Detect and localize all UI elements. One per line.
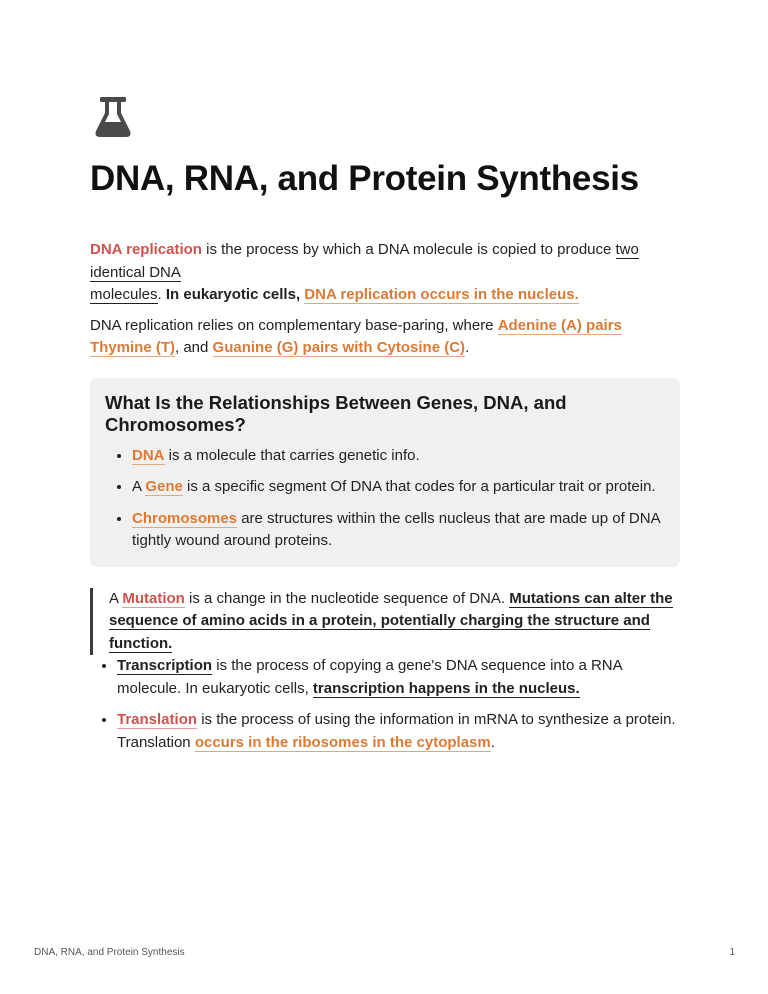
highlight-adenine: Adenine (A) pairs Thymine (T) xyxy=(90,316,622,356)
mutation-quote: A Mutation is a change in the nucleotide sequence of DNA. Mutations can alter the sequence of amino acids in a protein, potentially charging the structure and function. xyxy=(90,588,680,656)
term-mutation: Mutation xyxy=(122,589,185,607)
page-title: DNA, RNA, and Protein Synthesis xyxy=(90,159,639,198)
list-item: • Transcription is the process of copying a gene's DNA sequence into a RNA molecule. In eukaryotic cells, transcription happens in the nucleus. xyxy=(117,655,680,700)
callout-box xyxy=(90,378,680,567)
list-item: • Translation is the process of using the information in mRNA to synthesize a protein. Translation occurs in the ribosomes in the cytoplasm. xyxy=(117,709,680,754)
term-dna-replication: DNA replication xyxy=(90,241,202,258)
page-number: 1 xyxy=(729,947,735,958)
paragraph-base-pairing: DNA replication relies on complementary base-paring, where Adenine (A) pairs Thymine (T), and Guanine (G) pairs with Cytosine (C). xyxy=(90,316,622,356)
footer-title: DNA, RNA, and Protein Synthesis xyxy=(34,947,185,958)
list-item: • Chromosomes are structures within the cells nucleus that are made up of DNA tightly wound around proteins. xyxy=(132,508,664,553)
list-item: • A Gene is a specific segment Of DNA that codes for a particular trait or protein. xyxy=(132,476,664,499)
process-list xyxy=(90,655,680,754)
callout-list xyxy=(105,445,664,553)
paragraph-dna-replication: DNA replication is the process by which a DNA molecule is copied to produce two identical DNA molecules. In eukaryotic cells, DNA replication occurs in the nucleus. xyxy=(90,241,639,303)
list-item: • DNA is a molecule that carries genetic info. xyxy=(132,445,664,468)
highlight-guanine: Guanine (G) pairs with Cytosine (C) xyxy=(212,339,466,356)
callout-heading: What Is the Relationships Between Genes, DNA, and Chromosomes? xyxy=(105,391,567,435)
flask-icon xyxy=(88,94,136,140)
document-page xyxy=(90,94,680,754)
highlight-nucleus: DNA replication occurs in the nucleus. xyxy=(304,286,579,303)
